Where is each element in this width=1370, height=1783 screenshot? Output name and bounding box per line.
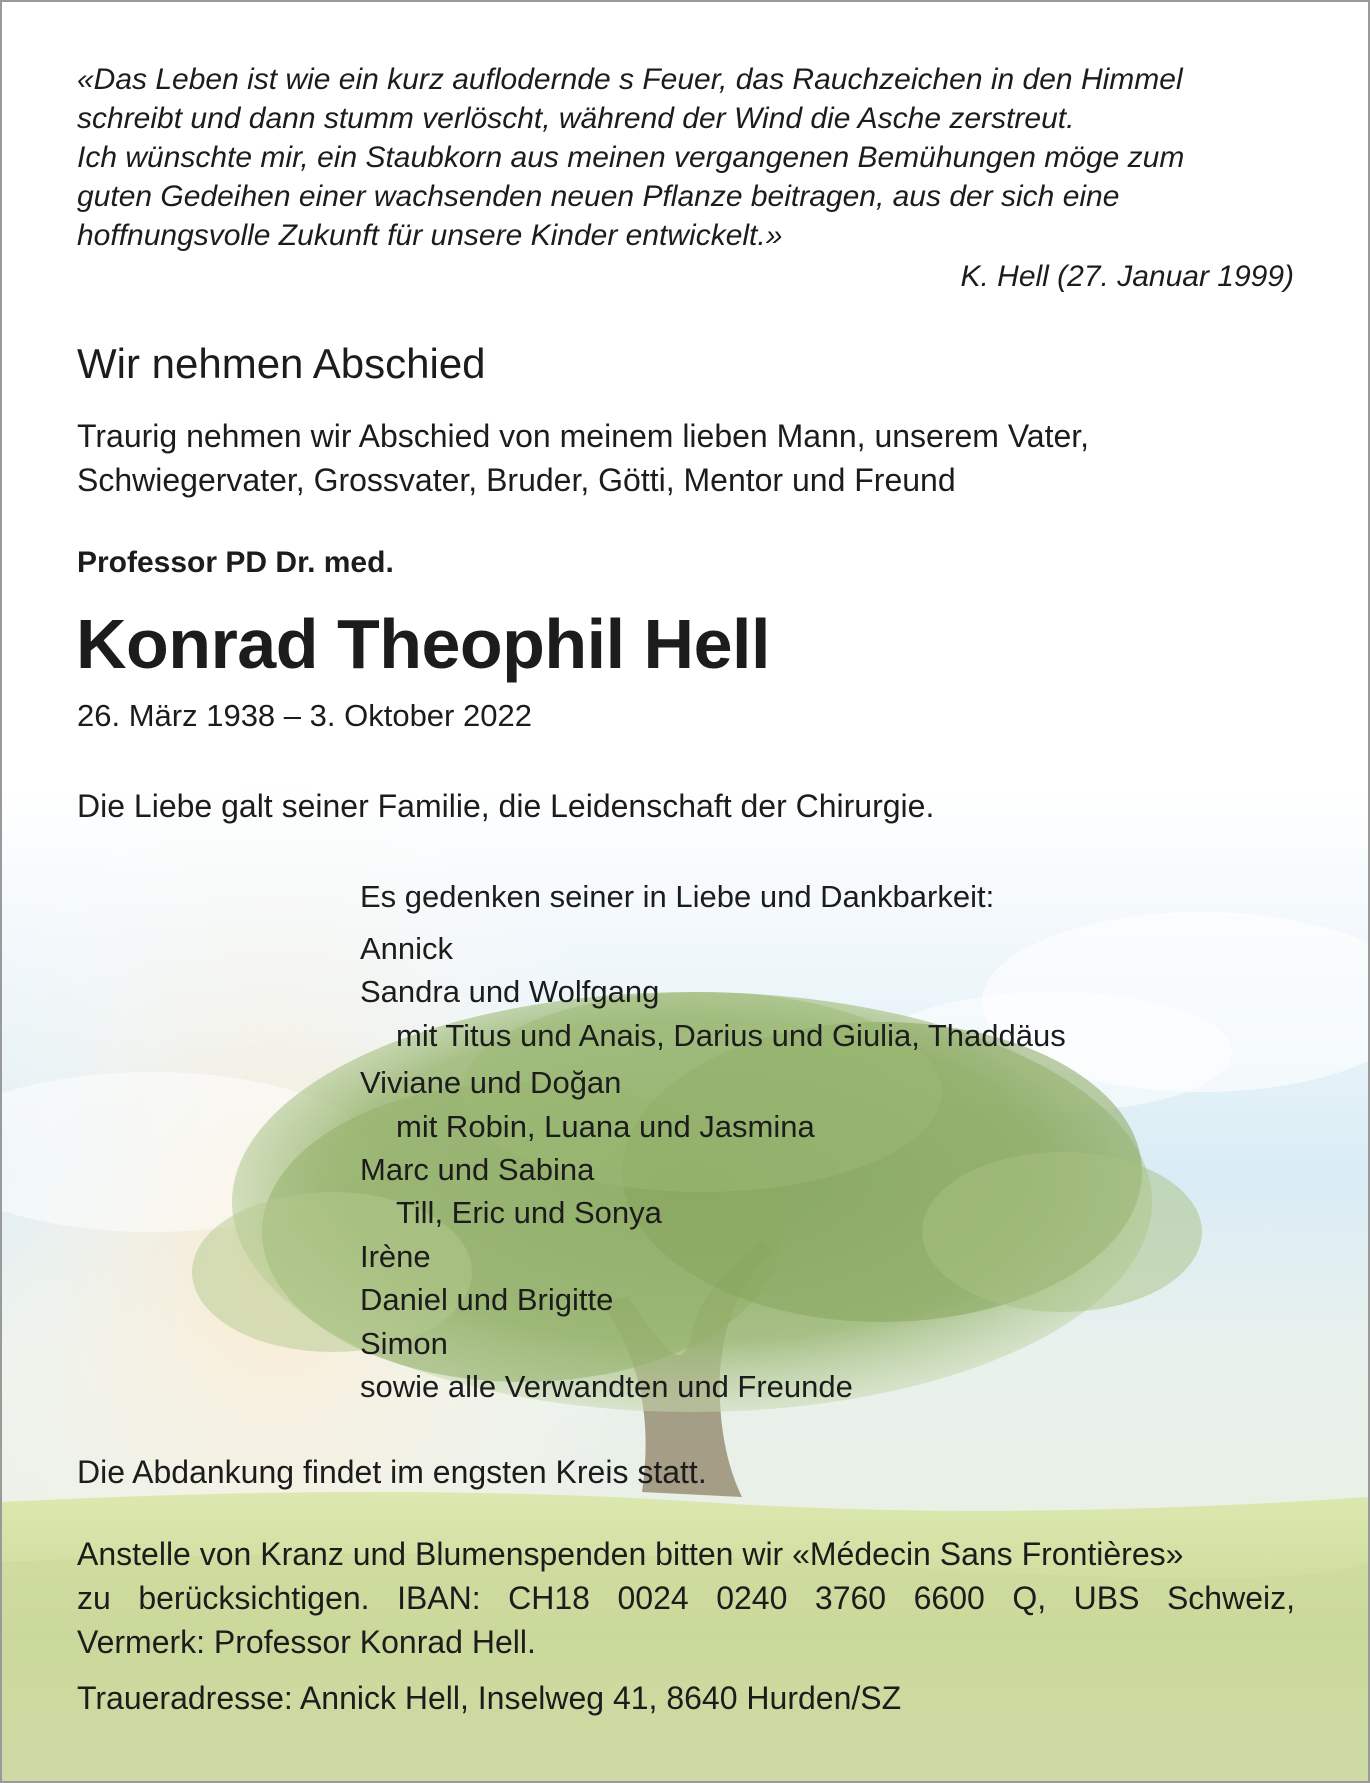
intro-text	[77, 414, 1089, 502]
mourner-entry: sowie alle Verwandten und Freunde	[360, 1369, 853, 1405]
mourner-entry: Marc und Sabina	[360, 1152, 595, 1188]
quote-line: schreibt und dann stumm verlöscht, während der Wind die Asche zerstreut.	[77, 102, 1075, 135]
mourner-entry: Sandra und Wolfgang	[360, 974, 660, 1010]
quote-line: «Das Leben ist wie ein kurz auflodernde s Feuer, das Rauchzeichen in den Himmel	[77, 63, 1183, 96]
mourning-address: Traueradresse: Annick Hell, Inselweg 41, 8640 Hurden/SZ	[77, 1680, 902, 1716]
donation-line: Vermerk: Professor Konrad Hell.	[77, 1624, 536, 1660]
funeral-notice: Die Abdankung findet im engsten Kreis statt.	[77, 1454, 707, 1490]
quote-line: hoffnungsvolle Zukunft für unsere Kinder entwickelt.»	[77, 219, 783, 252]
mourner-entry: mit Robin, Luana und Jasmina	[396, 1108, 815, 1144]
donation-request	[77, 1532, 1295, 1664]
donation-line: zu berücksichtigen. IBAN: CH18 0024 0240 3760 6600 Q, UBS Schweiz,	[77, 1580, 1295, 1616]
mourners-list	[360, 875, 1066, 1408]
mourner-entry: Till, Eric und Sonya	[396, 1195, 662, 1231]
donation-line: Anstelle von Kranz und Blumenspenden bitten wir «Médecin Sans Frontières»	[77, 1536, 1184, 1572]
quote-text	[77, 60, 1297, 255]
mourner-entry: Viviane und Doğan	[360, 1065, 622, 1101]
life-dates: 26. März 1938 – 3. Oktober 2022	[77, 698, 532, 733]
farewell-heading: Wir nehmen Abschied	[77, 340, 486, 387]
intro-line: Schwiegervater, Grossvater, Bruder, Götti, Mentor und Freund	[77, 462, 956, 498]
quote-author: K. Hell (27. Januar 1999)	[960, 260, 1294, 293]
mourners-lead: Es gedenken seiner in Liebe und Dankbarkeit:	[360, 879, 995, 914]
mourner-entry: Simon	[360, 1325, 448, 1361]
mourner-entry: mit Titus und Anais, Darius und Giulia, Thaddäus	[396, 1017, 1066, 1053]
intro-line: Traurig nehmen wir Abschied von meinem lieben Mann, unserem Vater,	[77, 418, 1090, 454]
mourner-entry: Annick	[360, 931, 454, 966]
deceased-name: Konrad Theophil Hell	[76, 605, 770, 683]
quote-line: guten Gedeihen einer wachsenden neuen Pflanze beitragen, aus der sich eine	[77, 180, 1120, 213]
mourner-entry: Irène	[360, 1238, 431, 1274]
deceased-title: Professor PD Dr. med.	[77, 546, 394, 579]
life-motto: Die Liebe galt seiner Familie, die Leidenschaft der Chirurgie.	[77, 788, 935, 824]
mourner-entry: Daniel und Brigitte	[360, 1282, 614, 1318]
quote-line: Ich wünschte mir, ein Staubkorn aus meinen vergangenen Bemühungen möge zum	[77, 141, 1185, 174]
